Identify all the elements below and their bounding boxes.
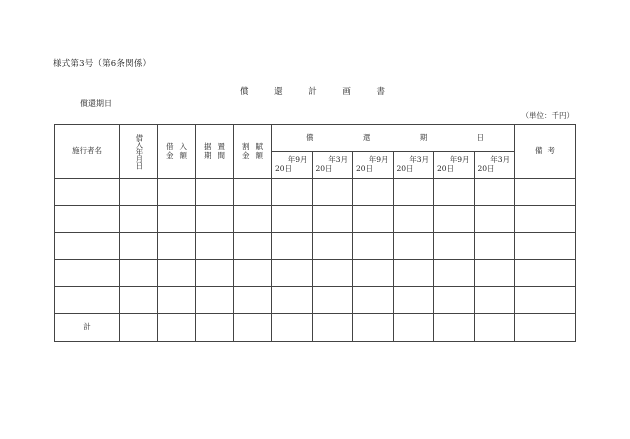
table-cell[interactable]: [312, 179, 353, 206]
table-cell[interactable]: [234, 233, 272, 260]
table-cell[interactable]: [474, 233, 515, 260]
table-cell[interactable]: [196, 260, 234, 287]
header-char: 金: [242, 150, 250, 160]
table-cell[interactable]: [353, 179, 394, 206]
table-cell[interactable]: [234, 179, 272, 206]
table-cell[interactable]: [120, 260, 158, 287]
unit-label: （単位：千円）: [521, 111, 574, 120]
table-cell[interactable]: [196, 233, 234, 260]
sub-period-day: 20日: [396, 164, 414, 174]
table-cell[interactable]: [515, 233, 576, 260]
table-cell[interactable]: [158, 260, 196, 287]
header-char: 賦: [255, 141, 263, 151]
total-label: 計: [55, 314, 120, 342]
table-cell[interactable]: [120, 233, 158, 260]
table-cell[interactable]: [158, 314, 196, 342]
header-deferral-period: [196, 125, 234, 179]
sub-period-month: 年3月: [409, 155, 429, 164]
title-char: 画: [342, 87, 351, 97]
total-row: [55, 314, 576, 342]
table-cell[interactable]: [158, 233, 196, 260]
sub-period-cell: [434, 152, 475, 179]
table-cell[interactable]: [434, 179, 475, 206]
table-cell[interactable]: [272, 260, 313, 287]
document-title: [240, 85, 385, 97]
table-cell[interactable]: [120, 179, 158, 206]
header-char: 据: [204, 141, 212, 151]
table-row: [55, 287, 576, 314]
table-cell[interactable]: [393, 179, 434, 206]
table-cell[interactable]: [353, 314, 394, 342]
table-cell[interactable]: [234, 287, 272, 314]
repayment-date-label: 償還期日: [80, 99, 112, 108]
header-char: 割: [242, 141, 250, 151]
table-cell[interactable]: [272, 287, 313, 314]
header-char: 償: [306, 132, 314, 142]
sub-period-cell: [474, 152, 515, 179]
table-cell[interactable]: [515, 206, 576, 233]
title-char: 還: [274, 87, 283, 97]
table-cell[interactable]: [158, 179, 196, 206]
table-cell[interactable]: [353, 287, 394, 314]
sub-period-day: 20日: [315, 164, 333, 174]
header-char: 備: [535, 146, 543, 156]
table-cell[interactable]: [234, 260, 272, 287]
header-char: 間: [217, 150, 225, 160]
table-cell[interactable]: [312, 287, 353, 314]
header-char: 借: [166, 141, 174, 151]
table-cell[interactable]: [312, 206, 353, 233]
table-cell[interactable]: [474, 314, 515, 342]
table-cell[interactable]: [272, 179, 313, 206]
header-char: 額: [255, 150, 263, 160]
table-cell[interactable]: [234, 206, 272, 233]
table-cell[interactable]: [434, 206, 475, 233]
table-cell[interactable]: [120, 206, 158, 233]
sub-period-cell: [312, 152, 353, 179]
table-cell[interactable]: [55, 260, 120, 287]
table-cell[interactable]: [515, 179, 576, 206]
table-row: [55, 233, 576, 260]
header-borrow-amount: [158, 125, 196, 179]
sub-period-day: 20日: [356, 164, 374, 174]
table-cell[interactable]: [434, 287, 475, 314]
sub-period-day: 20日: [275, 164, 293, 174]
repayment-plan-table: [54, 124, 576, 342]
table-cell[interactable]: [515, 314, 576, 342]
table-cell[interactable]: [272, 233, 313, 260]
table-row: [55, 260, 576, 287]
header-borrow-date: [120, 125, 158, 179]
table-cell[interactable]: [158, 206, 196, 233]
sub-period-month: 年9月: [449, 155, 470, 164]
header-char: 日: [476, 132, 485, 142]
sub-period-cell: [393, 152, 434, 179]
header-char: 額: [179, 150, 187, 160]
sub-period-day: 20日: [437, 164, 455, 174]
table-cell[interactable]: [515, 287, 576, 314]
table-cell[interactable]: [393, 260, 434, 287]
table-cell[interactable]: [234, 314, 272, 342]
sub-period-cell: [272, 152, 313, 179]
title-char: 計: [308, 87, 317, 97]
sub-period-month: 年9月: [287, 155, 308, 164]
header-installment-amount: [234, 125, 272, 179]
header-borrow-date-text: 借入年月日: [134, 134, 144, 169]
table-cell[interactable]: [196, 287, 234, 314]
table-cell[interactable]: [474, 287, 515, 314]
table-row: [55, 206, 576, 233]
table-cell[interactable]: [393, 314, 434, 342]
table-cell[interactable]: [272, 206, 313, 233]
table-cell[interactable]: [474, 260, 515, 287]
table-cell[interactable]: [55, 179, 120, 206]
header-char: 期: [204, 150, 212, 160]
sub-period-month: 年3月: [328, 155, 348, 164]
sub-period-month: 年9月: [368, 155, 389, 164]
table-cell[interactable]: [353, 206, 394, 233]
table-cell[interactable]: [353, 260, 394, 287]
title-char: 償: [240, 87, 249, 97]
table-cell[interactable]: [158, 287, 196, 314]
sub-period-day: 20日: [477, 164, 495, 174]
sub-period-month: 年3月: [490, 155, 511, 164]
table-cell[interactable]: [434, 314, 475, 342]
header-char: 還: [362, 132, 371, 142]
header-char: 置: [217, 141, 225, 151]
table-cell[interactable]: [515, 260, 576, 287]
header-remarks: [515, 125, 576, 179]
table-cell[interactable]: [393, 233, 434, 260]
header-char: 期: [419, 132, 428, 142]
table-cell[interactable]: [474, 206, 515, 233]
table-cell[interactable]: [196, 314, 234, 342]
table-cell[interactable]: [312, 260, 353, 287]
header-operator-name: 施行者名: [55, 125, 120, 179]
table-cell[interactable]: [393, 287, 434, 314]
table-cell[interactable]: [474, 179, 515, 206]
table-cell[interactable]: [272, 314, 313, 342]
table-cell[interactable]: [312, 314, 353, 342]
header-char: 入: [179, 141, 187, 151]
table-cell[interactable]: [312, 233, 353, 260]
table-cell[interactable]: [393, 206, 434, 233]
header-char: 金: [166, 150, 174, 160]
table-cell[interactable]: [55, 287, 120, 314]
table-cell[interactable]: [55, 233, 120, 260]
table-cell[interactable]: [120, 287, 158, 314]
table-cell[interactable]: [55, 206, 120, 233]
table-cell[interactable]: [120, 314, 158, 342]
title-char: 書: [376, 87, 385, 97]
table-row: [55, 179, 576, 206]
form-number-label: 様式第3号（第6条関係）: [53, 59, 152, 69]
table-cell[interactable]: [434, 260, 475, 287]
header-char: 考: [547, 146, 556, 156]
table-cell[interactable]: [196, 179, 234, 206]
sub-period-cell: [353, 152, 394, 179]
table-cell[interactable]: [434, 233, 475, 260]
table-cell[interactable]: [196, 206, 234, 233]
table-cell[interactable]: [353, 233, 394, 260]
header-repayment-period: [272, 125, 515, 152]
